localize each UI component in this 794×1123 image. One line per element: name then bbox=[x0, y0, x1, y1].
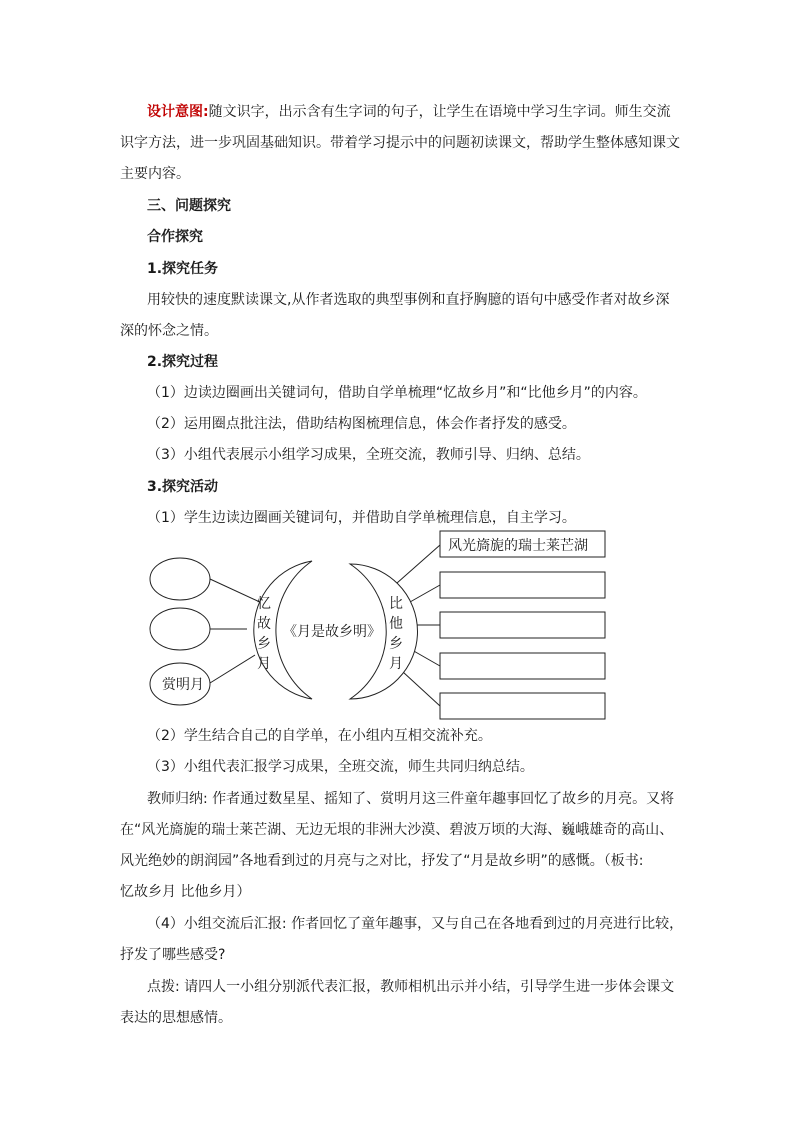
right-moon-char: 乡 bbox=[389, 636, 403, 652]
left-moon-char: 忆 bbox=[257, 596, 271, 612]
right-box-3 bbox=[440, 612, 605, 638]
right-box-1-label: 风光旖旎的瑞士莱芒湖 bbox=[448, 538, 588, 554]
task-heading: 1.探究任务 bbox=[147, 261, 219, 277]
design-intent-label: 设计意图: bbox=[147, 104, 209, 120]
activity-item-4-line-2: 抒发了哪些感受? bbox=[120, 947, 226, 963]
activity-item-1: （1）学生边读边圈画关键词句，并借助自学单梳理信息，自主学习。 bbox=[147, 510, 576, 526]
right-box-4 bbox=[440, 653, 605, 679]
summary-line-1: 教师归纳: 作者通过数星星、摇知了、赏明月这三件童年趣事回忆了故乡的月亮。又将 bbox=[147, 791, 675, 807]
diagram-center-title: 《月是故乡明》 bbox=[283, 624, 381, 640]
right-moon-char: 他 bbox=[389, 616, 403, 632]
activity-item-4-line-1: （4）小组交流后汇报: 作者回忆了童年趣事，又与自己在各地看到过的月亮进行比较， bbox=[147, 916, 684, 932]
summary-line-4: 忆故乡月 比他乡月） bbox=[120, 884, 251, 900]
activity-item-3: （3）小组代表汇报学习成果，全班交流，师生共同归纳总结。 bbox=[147, 759, 534, 775]
right-box-5 bbox=[440, 693, 605, 719]
left-oval-1 bbox=[150, 558, 210, 600]
connector-line bbox=[397, 545, 440, 583]
left-moon-char: 故 bbox=[257, 616, 271, 632]
right-box-2 bbox=[440, 572, 605, 598]
left-oval-2 bbox=[150, 608, 210, 650]
activity-item-2: （2）学生结合自己的自学单，在小组内互相交流补充。 bbox=[147, 728, 492, 744]
connector-line bbox=[412, 650, 440, 666]
process-heading: 2.探究过程 bbox=[147, 354, 219, 370]
design-intent-line-3: 主要内容。 bbox=[120, 166, 190, 182]
section-title: 三、问题探究 bbox=[147, 198, 231, 214]
left-oval-3-label: 赏明月 bbox=[162, 677, 204, 693]
connector-line bbox=[210, 579, 262, 603]
task-text-line-1: 用较快的速度默读课文,从作者选取的典型事例和直抒胸臆的语句中感受作者对故乡深 bbox=[147, 292, 670, 308]
process-item: （1）边读边圈画出关键词句，借助自学单梳理“忆故乡月”和“比他乡月”的内容。 bbox=[147, 385, 647, 401]
connector-line bbox=[210, 655, 255, 683]
activity-heading: 3.探究活动 bbox=[147, 479, 219, 495]
left-moon-char: 月 bbox=[257, 656, 271, 672]
process-item: （3）小组代表展示小组学习成果，全班交流，教师引导、归纳、总结。 bbox=[147, 447, 590, 463]
sub-title: 合作探究 bbox=[147, 229, 203, 245]
connector-line bbox=[410, 585, 440, 602]
design-intent-line-2: 识字方法，进一步巩固基础知识。带着学习提示中的问题初读课文，帮助学生整体感知课文 bbox=[120, 135, 680, 151]
right-moon-char: 月 bbox=[389, 656, 403, 672]
process-item: （2）运用圈点批注法，借助结构图梳理信息，体会作者抒发的感受。 bbox=[147, 416, 576, 432]
task-text-line-2: 深的怀念之情。 bbox=[120, 323, 218, 339]
summary-line-3: 风光绝妙的朗润园”各地看到过的月亮与之对比，抒发了“月是故乡明”的感慨。（板书: bbox=[120, 853, 644, 869]
left-moon-char: 乡 bbox=[257, 636, 271, 652]
tip-line-2: 表达的思想感情。 bbox=[120, 1010, 232, 1026]
summary-line-2: 在“风光旖旎的瑞士莱芒湖、无边无垠的非洲大沙漠、碧波万顷的大海、巍峨雄奇的高山、 bbox=[120, 822, 674, 838]
connector-line bbox=[403, 672, 440, 706]
tip-line-1: 点拨: 请四人一小组分别派代表汇报，教师相机出示并小结，引导学生进一步体会课文 bbox=[147, 979, 675, 995]
design-intent-text: 随文识字，出示含有生字词的句子，让学生在语境中学习生字词。师生交流 bbox=[208, 104, 671, 120]
right-moon-char: 比 bbox=[389, 596, 403, 612]
